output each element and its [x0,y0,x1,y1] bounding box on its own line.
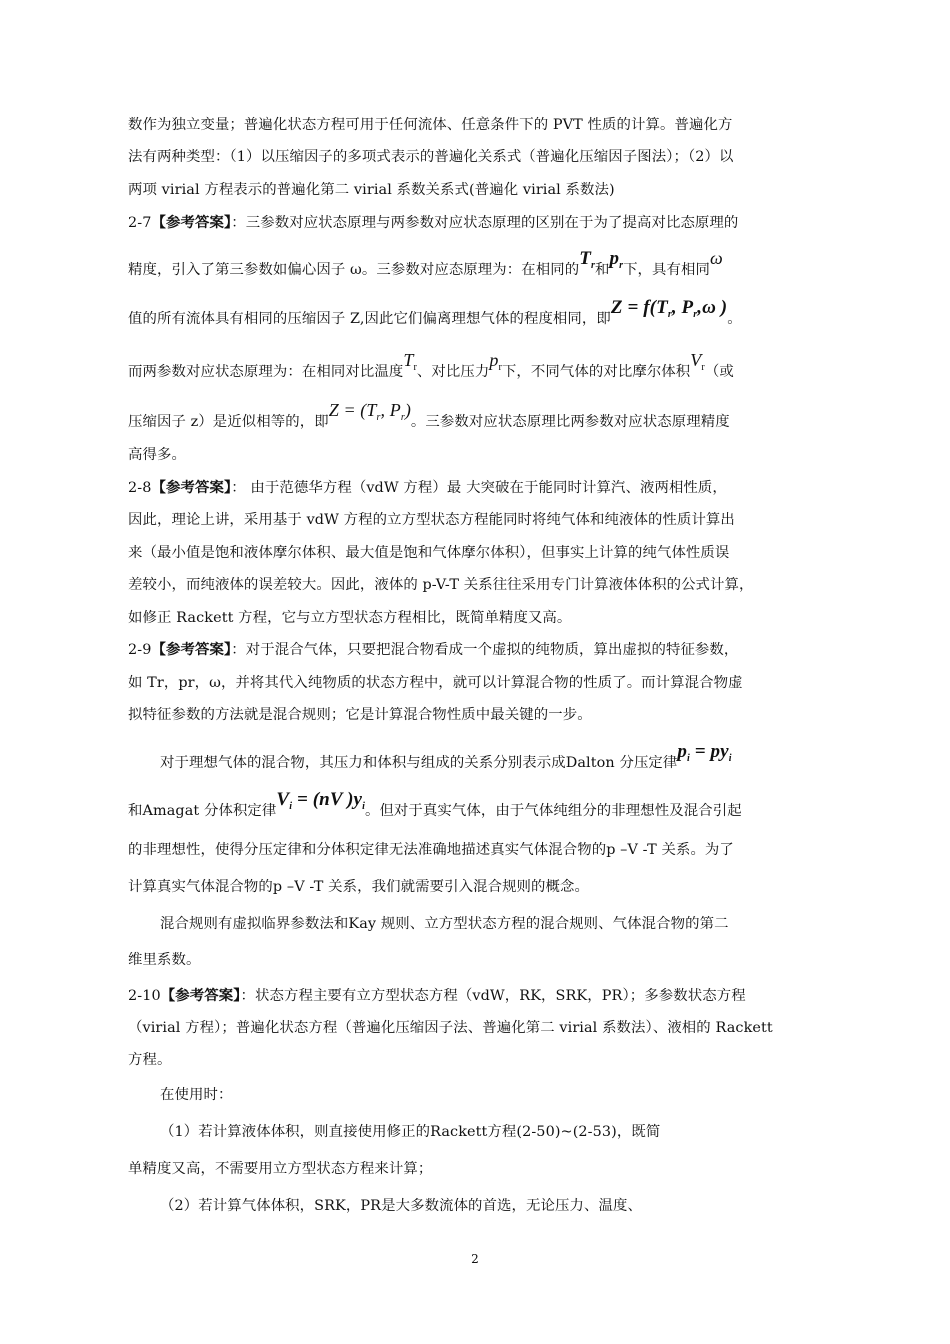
answer-number: 2-8 [128,480,152,496]
answer-2-10-heading [128,986,828,1006]
paragraph-line: （2）若计算气体体积，SRK，PR是大多数流体的首选，无论压力、温度、 [160,1198,642,1214]
paragraph-line [128,400,828,438]
answer-label: 【参考答案】 [151,214,232,231]
paragraph-line: 因此，理论上讲，采用基于 vdW 方程的立方型状态方程能同时将纯气体和纯液体的性质计算出 [128,512,735,528]
answer-label: 【参考答案】 [151,479,232,496]
paragraph-line: 法有两种类型：（1）以压缩因子的多项式表示的普遍化关系式（普遍化压缩因子图法）；（2）以 [128,149,734,165]
paragraph-line: 维里系数。 [128,952,201,968]
paragraph-line: （virial 方程）；普遍化状态方程（普遍化压缩因子法、普遍化第二 virial 系数法）、液相的 Rackett [128,1020,773,1036]
paragraph-line: 差较小，而纯液体的误差较大。因此，液体的 p-V-T 关系往往采用专门计算液体体积的公式计算， [128,577,754,593]
paragraph-line: 数作为独立变量；普遍化状态方程可用于任何流体、任意条件下的 PVT 性质的计算。普遍化方 [128,117,733,133]
paragraph-line: 计算真实气体混合物的p –V -T 关系，我们就需要引入混合规则的概念。 [128,879,590,895]
text-run: 压缩因子 z）是近似相等的，即 [128,414,329,430]
text-run: 、对比压力 [416,364,490,380]
paragraph-line: 单精度又高，不需要用立方型状态方程来计算； [128,1161,433,1177]
answer-number: 2-7 [128,215,152,231]
text-run: 和 [594,262,610,278]
text-run: （或 [704,364,734,380]
math-pr: $p_r$ [609,248,624,271]
paragraph-line [160,741,860,779]
paragraph-line: 混合规则有虚拟临界参数法和Kay 规则、立方型状态方程的混合规则、气体混合物的第二 [160,916,729,932]
math-pr-plain: $p_r$ [489,350,502,373]
math-amagat-law: $V_i = (nV$ )$y_i$ [276,789,365,812]
paragraph-line: 如 Tr，pr，ω，并将其代入纯物质的状态方程中，就可以计算混合物的性质了。而计算混合物虚 [128,675,743,691]
answer-text: ： 由于范德华方程（vdW 方程）最 大突破在于能同时计算汽、液两相性质， [231,480,727,496]
text-run: 。三参数对应状态原理比两参数对应状态原理精度 [410,414,730,430]
paragraph-line: 拟特征参数的方法就是混合规则；它是计算混合物性质中最关键的一步。 [128,707,592,723]
answer-text: ：对于混合气体，只要把混合物看成一个虚拟的纯物质，算出虚拟的特征参数， [231,642,739,658]
answer-2-9-heading [128,640,828,660]
math-omega: ω [710,248,723,268]
paragraph-line: 两项 virial 方程表示的普遍化第二 virial 系数关系式(普遍化 virial 系数法) [128,182,615,198]
answer-label: 【参考答案】 [151,641,232,658]
text-run: 。但对于真实气体，由于气体纯组分的非理想性及混合引起 [364,803,742,819]
text-run: 下，不同气体的对比摩尔体积 [501,364,691,380]
paragraph-line: 方程。 [128,1052,172,1068]
answer-number: 2-9 [128,642,152,658]
math-two-parameter-equation: $Z = (T_r$, $P_r$) [328,400,411,423]
text-run: 和Amagat 分体积定律 [128,803,277,819]
paragraph-line: 在使用时： [160,1087,233,1103]
answer-text: ：三参数对应状态原理与两参数对应状态原理的区别在于为了提高对比态原理的 [231,215,739,231]
paragraph-line [128,297,828,335]
paragraph-line [128,350,828,388]
answer-text: ：状态方程主要有立方型状态方程（vdW，RK，SRK，PR）；多参数状态方程 [240,988,746,1004]
text-run: 值的所有流体具有相同的压缩因子 Z,因此它们偏离理想气体的程度相同，即 [128,311,611,327]
answer-number: 2-10 [128,988,161,1004]
answer-2-7-heading [128,213,828,233]
answer-label: 【参考答案】 [160,987,241,1004]
paragraph-line [128,248,828,286]
paragraph-line: 来（最小值是饱和液体摩尔体积、最大值是饱和气体摩尔体积），但事实上计算的纯气体性质误 [128,545,730,561]
text-run: 精度，引入了第三参数如偏心因子 ω。三参数对应态原理为：在相同的 [128,262,580,278]
math-Vr: $V_r$ [690,350,705,373]
page-number: 2 [471,1252,479,1266]
text-run: 而两参数对应状态原理为：在相同对比温度 [128,364,404,380]
paragraph-line: 的非理想性，使得分压定律和分体积定律无法准确地描述真实气体混合物的p –V -T 关系。为了 [128,842,734,858]
text-run: 对于理想气体的混合物，其压力和体积与组成的关系分别表示成Dalton 分压定律 [160,755,678,771]
paragraph-line: 高得多。 [128,447,186,463]
math-three-parameter-equation: $Z = f(T_r$, $P_r,\omega$ ) [610,297,728,320]
answer-2-8-heading [128,478,828,498]
paragraph-line: （1）若计算液体体积，则直接使用修正的Rackett方程(2-50)~(2-53)，既简 [160,1124,661,1140]
math-dalton-law: $p_i = py_i$ [677,741,732,764]
math-Tr-plain: $T_r$ [403,350,417,373]
text-run: 。 [727,311,742,327]
paragraph-line [128,789,828,827]
math-Tr: $T_r$ [579,248,595,271]
paragraph-line: 如修正 Rackett 方程，它与立方型状态方程相比，既简单精度又高。 [128,610,572,626]
text-run: 下，具有相同 [623,262,711,278]
